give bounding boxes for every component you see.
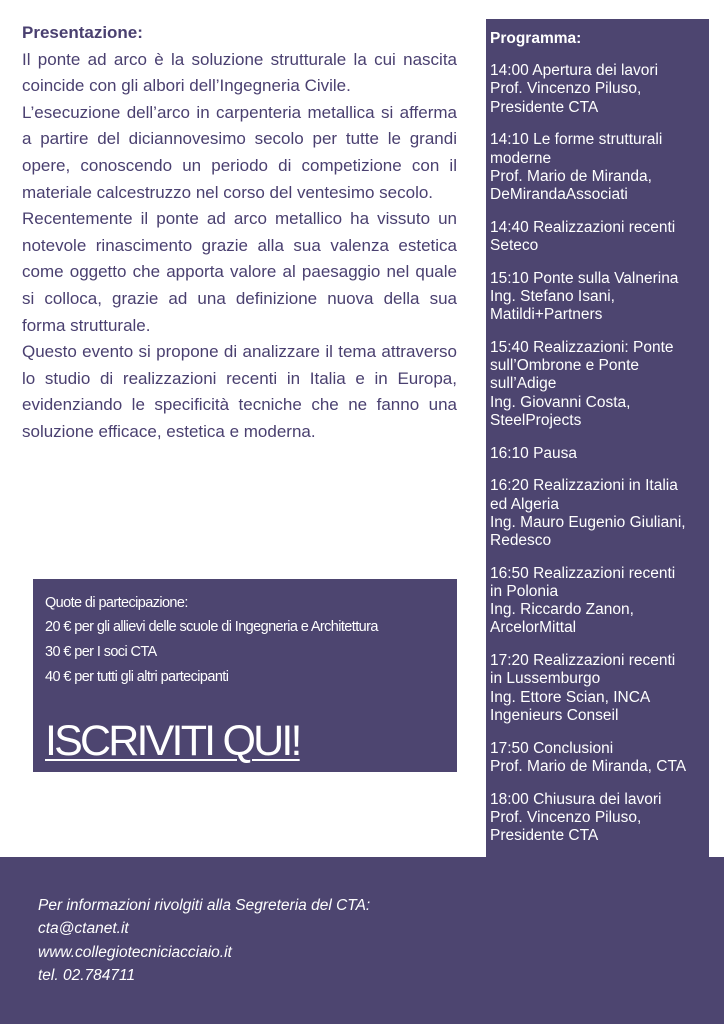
program-item xyxy=(490,652,705,725)
program-item xyxy=(490,219,705,255)
program-item-line: Redesco xyxy=(490,532,552,550)
footer-email-link[interactable]: cta@ctanet.it xyxy=(38,920,129,938)
program-item-line: Ing. Riccardo Zanon, xyxy=(490,601,634,619)
program-item-line: 16:50 Realizzazioni recenti xyxy=(490,564,676,582)
program-item xyxy=(490,445,705,463)
program-item xyxy=(490,62,705,117)
program-item xyxy=(490,339,705,430)
program-item xyxy=(490,740,705,776)
program-panel xyxy=(486,19,709,857)
fees-heading: Quote di partecipazione: xyxy=(45,595,188,611)
program-item xyxy=(490,477,705,550)
fee-row-members: 30 € per I soci CTA xyxy=(45,644,157,660)
intro-title: Presentazione: xyxy=(22,23,143,42)
program-item-line: Presidente CTA xyxy=(490,98,599,116)
program-item-line: in Lussemburgo xyxy=(490,670,601,688)
program-item-line: sull’Ombrone e Ponte xyxy=(490,357,640,375)
program-item-line: ArcelorMittal xyxy=(490,619,577,637)
program-item xyxy=(490,131,705,204)
program-item-line: 16:10 Pausa xyxy=(490,444,578,462)
intro-paragraph-3: Recentemente il ponte ad arco metallico ha vissuto un notevole rinascimento grazie alla sua valenza estetica come oggetto che apporta valore al paesaggio nel quale si colloca, grazie ad una definizione nuova della sua forma strutturale. xyxy=(22,209,457,335)
program-item-line: in Polonia xyxy=(490,583,559,601)
footer-phone: tel. 02.784711 xyxy=(38,966,136,984)
program-item-line: Presidente CTA xyxy=(490,827,599,845)
intro-paragraph-4: Questo evento si propone di analizzare il tema attraverso lo studio di realizzazioni recenti in Italia e in Europa, evidenziando le specificità tecniche che ne fanno una soluzione efficace, estetica e moderna. xyxy=(22,342,457,441)
program-item-line: 15:40 Realizzazioni: Ponte xyxy=(490,339,674,357)
program-item-line: Prof. Vincenzo Piluso, xyxy=(490,808,642,826)
program-item-line: 14:40 Realizzazioni recenti xyxy=(490,218,676,236)
program-item-line: SteelProjects xyxy=(490,411,582,429)
program-item-line: DeMirandaAssociati xyxy=(490,186,628,204)
program-title: Programma: xyxy=(490,30,582,47)
program-item-line: ed Algeria xyxy=(490,495,559,513)
program-item-line: Prof. Vincenzo Piluso, xyxy=(490,80,642,98)
program-item-line: 17:20 Realizzazioni recenti xyxy=(490,652,676,670)
program-item-line: Prof. Mario de Miranda, CTA xyxy=(490,757,687,775)
footer-intro: Per informazioni rivolgiti alla Segreteria del CTA: xyxy=(38,897,371,914)
program-list xyxy=(490,62,705,845)
intro-section xyxy=(22,20,457,446)
program-item-line: Prof. Mario de Miranda, xyxy=(490,167,652,185)
program-item-line: moderne xyxy=(490,149,552,167)
program-item-line: 14:00 Apertura dei lavori xyxy=(490,62,659,80)
program-item-line: Ing. Stefano Isani, xyxy=(490,288,615,306)
program-item xyxy=(490,565,705,638)
program-item-line: 18:00 Chiusura dei lavori xyxy=(490,790,662,808)
program-item-line: 17:50 Conclusioni xyxy=(490,739,614,757)
program-item-line: 14:10 Le forme strutturali xyxy=(490,131,663,149)
fees-box xyxy=(33,579,457,772)
program-item xyxy=(490,270,705,325)
program-item-line: sull’Adige xyxy=(490,375,557,393)
program-item-line: 15:10 Ponte sulla Valnerina xyxy=(490,269,679,287)
fee-row-others: 40 € per tutti gli altri partecipanti xyxy=(45,669,229,685)
program-item-line: Ing. Mauro Eugenio Giuliani, xyxy=(490,513,686,531)
program-item-line: Ing. Ettore Scian, INCA xyxy=(490,688,651,706)
program-item xyxy=(490,791,705,846)
intro-paragraph-1: Il ponte ad arco è la soluzione strutturale la cui nascita coincide con gli albori dell’Ingegneria Civile. xyxy=(22,49,457,96)
register-link[interactable]: ISCRIVITI QUI! xyxy=(45,717,300,765)
fee-row-students: 20 € per gli allievi delle scuole di Ingegneria e Architettura xyxy=(45,619,378,635)
program-item-line: Ing. Giovanni Costa, xyxy=(490,393,631,411)
program-item-line: 16:20 Realizzazioni in Italia xyxy=(490,477,678,495)
program-item-line: Ingenieurs Conseil xyxy=(490,706,619,724)
program-item-line: Seteco xyxy=(490,237,539,255)
program-item-line: Matildi+Partners xyxy=(490,306,603,324)
intro-paragraph-2: L’esecuzione dell’arco in carpenteria metallica si afferma a partire del diciannovesimo secolo per tutte le grandi opere, conoscendo un periodo di competizione con il materiale calcestruzzo nel corso del ventesimo secolo. xyxy=(22,102,457,202)
footer-contact xyxy=(0,857,724,1024)
footer-website-link[interactable]: www.collegiotecniciacciaio.it xyxy=(38,943,232,961)
